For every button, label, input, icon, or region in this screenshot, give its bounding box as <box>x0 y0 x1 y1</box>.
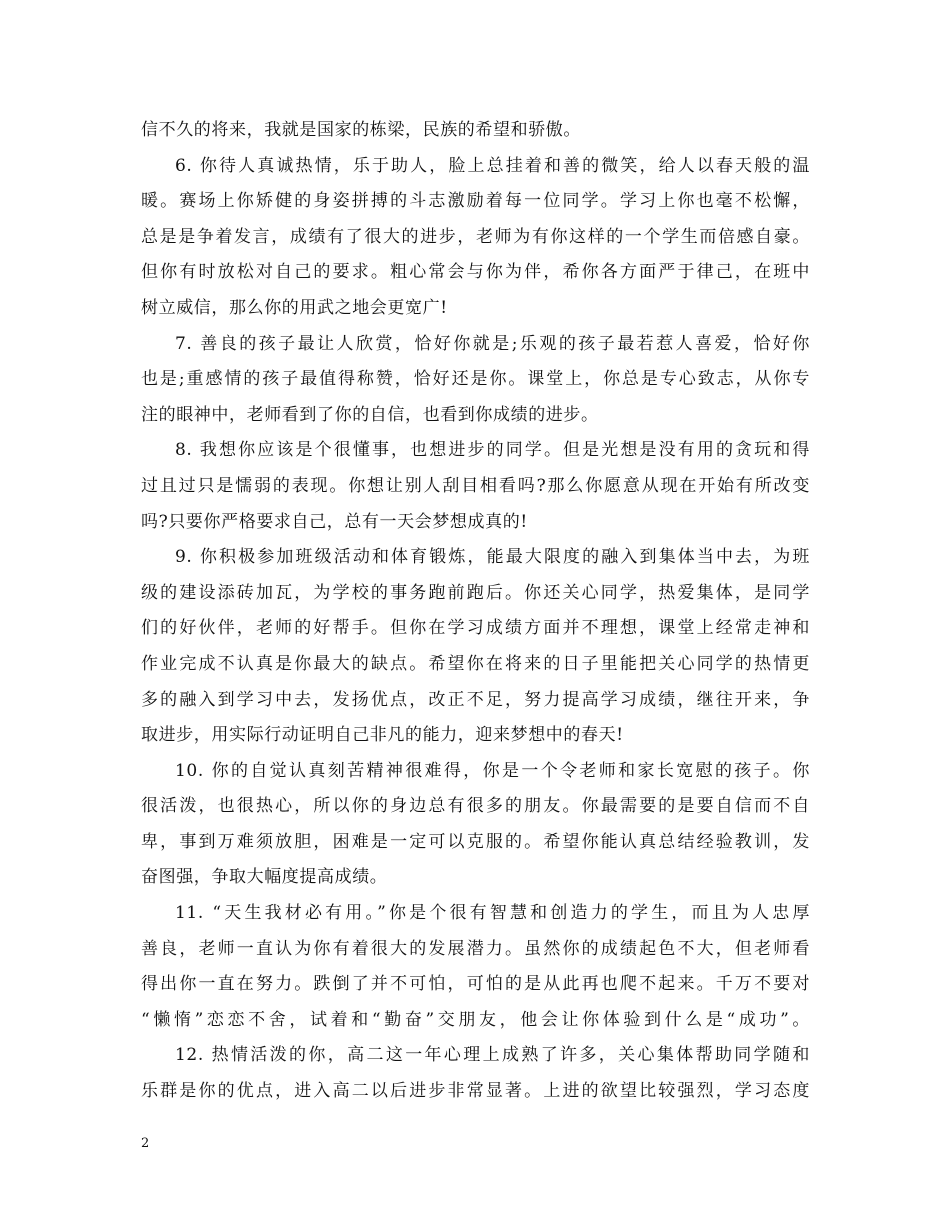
document-body <box>141 113 810 1110</box>
text-line: 树立威信，那么你的用武之地会更宽广! <box>141 297 448 318</box>
text-line: 善良，老师一直认为你有着很大的发展潜力。虽然你的成绩起色不大，但老师看 <box>141 938 810 959</box>
text-line: 注的眼神中，老师看到了你的自信，也看到你成绩的进步。 <box>141 404 599 425</box>
text-line: 信不久的将来，我就是国家的栋梁，民族的希望和骄傲。 <box>141 120 581 140</box>
text-line: 多的融入到学习中去，发扬优点，改正不足，努力提高学习成绩，继往开来，争 <box>141 689 810 710</box>
text-line: 11. “天生我材必有用。”你是个很有智慧和创造力的学生，而且为人忠厚 <box>175 903 810 924</box>
text-line: 奋图强，争取大幅度提高成绩。 <box>141 867 388 888</box>
text-line: 级的建设添砖加瓦，为学校的事务跑前跑后。你还关心同学，热爱集体，是同学 <box>141 582 810 603</box>
text-line: 但你有时放松对自己的要求。粗心常会与你为伴，希你各方面严于律己，在班中 <box>141 262 810 283</box>
text-line: 12. 热情活泼的你，高二这一年心理上成熟了许多，关心集体帮助同学随和 <box>175 1045 810 1066</box>
text-line: 9. 你积极参加班级活动和体育锻炼，能最大限度的融入到集体当中去，为班 <box>175 547 810 568</box>
text-line: 10. 你的自觉认真刻苦精神很难得，你是一个令老师和家长宽慰的孩子。你 <box>175 760 810 781</box>
page-number: 2 <box>141 1136 150 1151</box>
text-line: 吗?只要你严格要求自己，总有一天会梦想成真的! <box>141 511 528 532</box>
text-line: 作业完成不认真是你最大的缺点。希望你在将来的日子里能把关心同学的热情更 <box>141 653 810 674</box>
text-line: 很活泼，也很热心，所以你的身边总有很多的朋友。你最需要的是要自信而不自 <box>141 796 810 817</box>
text-line: “懒惰”恋恋不舍，试着和“勤奋”交朋友，他会让你体验到什么是“成功”。 <box>141 1009 810 1030</box>
text-line: 得出你一直在努力。跌倒了并不可怕，可怕的是从此再也爬不起来。千万不要对 <box>141 974 810 995</box>
text-line: 总是是争着发言，成绩有了很大的进步，老师为有你这样的一个学生而倍感自豪。 <box>141 226 810 247</box>
text-line: 取进步，用实际行动证明自己非凡的能力，迎来梦想中的春天! <box>141 725 624 746</box>
text-line: 乐群是你的优点，进入高二以后进步非常显著。上进的欲望比较强烈，学习态度 <box>141 1081 810 1102</box>
text-line: 们的好伙伴，老师的好帮手。但你在学习成绩方面并不理想，课堂上经常走神和 <box>141 618 810 639</box>
text-line: 7. 善良的孩子最让人欣赏，恰好你就是;乐观的孩子最若惹人喜爱，恰好你 <box>175 333 810 354</box>
text-line: 暖。赛场上你矫健的身姿拼搏的斗志激励着每一位同学。学习上你也毫不松懈， <box>141 191 810 212</box>
text-line: 6. 你待人真诚热情，乐于助人，脸上总挂着和善的微笑，给人以春天般的温 <box>175 155 810 176</box>
text-line: 卑，事到万难须放胆，困难是一定可以克服的。希望你能认真总结经验教训，发 <box>141 831 810 852</box>
text-line: 过且过只是懦弱的表现。你想让别人刮目相看吗?那么你愿意从现在开始有所改变 <box>141 475 810 496</box>
text-line: 也是;重感情的孩子最值得称赞，恰好还是你。课堂上，你总是专心致志，从你专 <box>141 369 810 390</box>
text-line: 8. 我想你应该是个很懂事，也想进步的同学。但是光想是没有用的贪玩和得 <box>175 440 810 461</box>
